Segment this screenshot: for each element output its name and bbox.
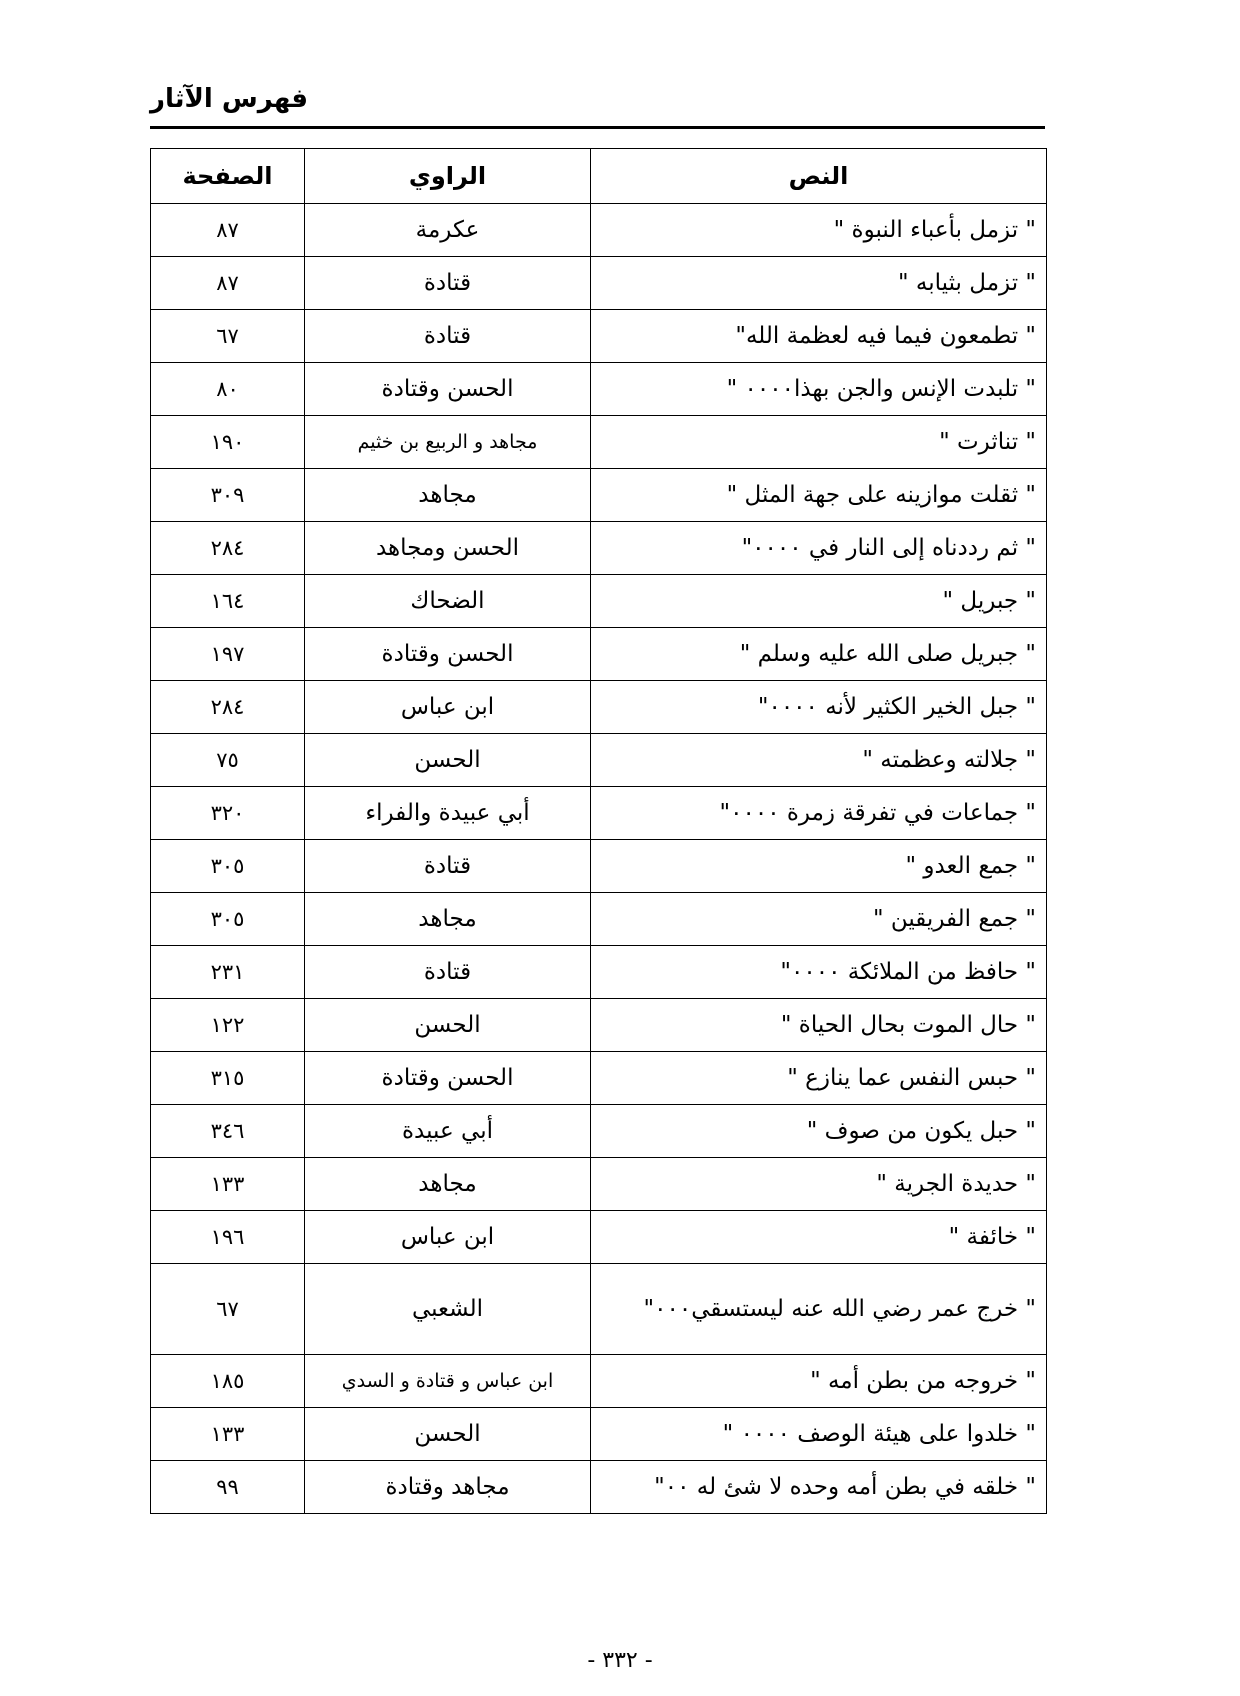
row-text: " خروجه من بطن أمه " (591, 1355, 1047, 1408)
table-row (151, 1211, 1047, 1264)
row-text: " خلقه في بطن أمه وحده لا شئ له ٠٠" (591, 1461, 1047, 1514)
row-narrator: قتادة (305, 840, 591, 893)
row-narrator: عكرمة (305, 204, 591, 257)
row-text: " جمع العدو " (591, 840, 1047, 893)
row-narrator: الحسن وقتادة (305, 363, 591, 416)
row-page: ١٨٥ (151, 1355, 305, 1408)
narrations-index-table (150, 148, 1047, 1514)
row-narrator: الحسن وقتادة (305, 628, 591, 681)
table-header-row (151, 149, 1047, 204)
table-row (151, 734, 1047, 787)
row-page: ١٣٣ (151, 1158, 305, 1211)
table-row (151, 469, 1047, 522)
page-number: - ٣٣٢ - (587, 1648, 653, 1673)
row-text: " تطمعون فيما فيه لعظمة الله" (591, 310, 1047, 363)
row-text: " جبريل " (591, 575, 1047, 628)
row-page: ١٩٦ (151, 1211, 305, 1264)
table-row (151, 787, 1047, 840)
row-text: " جمع الفريقين " (591, 893, 1047, 946)
row-text: " تناثرت " (591, 416, 1047, 469)
column-header-text: النص (591, 149, 1047, 204)
row-narrator: مجاهد وقتادة (305, 1461, 591, 1514)
row-page: ٣٠٥ (151, 893, 305, 946)
column-header-narrator: الراوي (305, 149, 591, 204)
row-page: ١٦٤ (151, 575, 305, 628)
row-page: ٨٧ (151, 257, 305, 310)
row-page: ٢٨٤ (151, 522, 305, 575)
row-page: ١٣٣ (151, 1408, 305, 1461)
row-page: ١٢٢ (151, 999, 305, 1052)
header-divider (150, 126, 1045, 129)
row-narrator: قتادة (305, 946, 591, 999)
row-text: " حال الموت بحال الحياة " (591, 999, 1047, 1052)
table-row (151, 310, 1047, 363)
table-row (151, 575, 1047, 628)
row-narrator: ابن عباس و قتادة و السدي (305, 1355, 591, 1408)
row-text: " خرج عمر رضي الله عنه ليستسقي٠٠٠" (591, 1264, 1047, 1355)
row-page: ٣٤٦ (151, 1105, 305, 1158)
row-narrator: الحسن (305, 999, 591, 1052)
table-row (151, 416, 1047, 469)
row-text: " ثم رددناه إلى النار في ٠٠٠٠" (591, 522, 1047, 575)
row-page: ٦٧ (151, 310, 305, 363)
row-page: ٨٧ (151, 204, 305, 257)
table-row (151, 1355, 1047, 1408)
table-row (151, 363, 1047, 416)
row-narrator: مجاهد (305, 893, 591, 946)
table-row (151, 840, 1047, 893)
row-page: ١٩٠ (151, 416, 305, 469)
row-text: " جلالته وعظمته " (591, 734, 1047, 787)
row-text: " جبل الخير الكثير لأنه ٠٠٠٠" (591, 681, 1047, 734)
row-narrator: مجاهد (305, 1158, 591, 1211)
row-narrator: الحسن (305, 1408, 591, 1461)
row-narrator: ابن عباس (305, 1211, 591, 1264)
row-narrator: ابن عباس (305, 681, 591, 734)
row-narrator: الشعبي (305, 1264, 591, 1355)
row-text: " خائفة " (591, 1211, 1047, 1264)
row-narrator: أبي عبيدة والفراء (305, 787, 591, 840)
table-row (151, 522, 1047, 575)
row-text: " خلدوا على هيئة الوصف ٠٠٠٠ " (591, 1408, 1047, 1461)
row-page: ٣١٥ (151, 1052, 305, 1105)
row-text: " حبل يكون من صوف " (591, 1105, 1047, 1158)
row-text: " تلبدت الإنس والجن بهذا٠٠٠٠ " (591, 363, 1047, 416)
row-text: " حبس النفس عما ينازع " (591, 1052, 1047, 1105)
row-narrator: الضحاك (305, 575, 591, 628)
row-page: ١٩٧ (151, 628, 305, 681)
table-row (151, 1158, 1047, 1211)
row-page: ٨٠ (151, 363, 305, 416)
table-row (151, 681, 1047, 734)
row-text: " جماعات في تفرقة زمرة ٠٠٠٠" (591, 787, 1047, 840)
row-page: ٣٠٥ (151, 840, 305, 893)
row-narrator: الحسن ومجاهد (305, 522, 591, 575)
row-text: " جبريل صلى الله عليه وسلم " (591, 628, 1047, 681)
row-page: ٣٢٠ (151, 787, 305, 840)
row-page: ٢٨٤ (151, 681, 305, 734)
row-narrator: قتادة (305, 310, 591, 363)
table-row (151, 257, 1047, 310)
row-text: " تزمل بثيابه " (591, 257, 1047, 310)
table-row (151, 893, 1047, 946)
column-header-page: الصفحة (151, 149, 305, 204)
table-row (151, 1052, 1047, 1105)
table-row (151, 1105, 1047, 1158)
table-row (151, 946, 1047, 999)
row-text: " حافظ من الملائكة ٠٠٠٠" (591, 946, 1047, 999)
row-narrator: أبي عبيدة (305, 1105, 591, 1158)
table-row (151, 999, 1047, 1052)
row-text: " ثقلت موازينه على جهة المثل " (591, 469, 1047, 522)
row-narrator: الحسن (305, 734, 591, 787)
row-page: ٢٣١ (151, 946, 305, 999)
row-narrator: قتادة (305, 257, 591, 310)
table-row (151, 628, 1047, 681)
row-narrator: الحسن وقتادة (305, 1052, 591, 1105)
row-page: ٦٧ (151, 1264, 305, 1355)
table-row (151, 1461, 1047, 1514)
row-narrator: مجاهد (305, 469, 591, 522)
table-row (151, 1408, 1047, 1461)
table-row (151, 204, 1047, 257)
row-page: ٧٥ (151, 734, 305, 787)
row-text: " تزمل بأعباء النبوة " (591, 204, 1047, 257)
index-title: فهرس الآثار (150, 84, 309, 114)
row-page: ٩٩ (151, 1461, 305, 1514)
row-text: " حديدة الجرية " (591, 1158, 1047, 1211)
row-page: ٣٠٩ (151, 469, 305, 522)
row-narrator: مجاهد و الربيع بن خثيم (305, 416, 591, 469)
table-row (151, 1264, 1047, 1355)
